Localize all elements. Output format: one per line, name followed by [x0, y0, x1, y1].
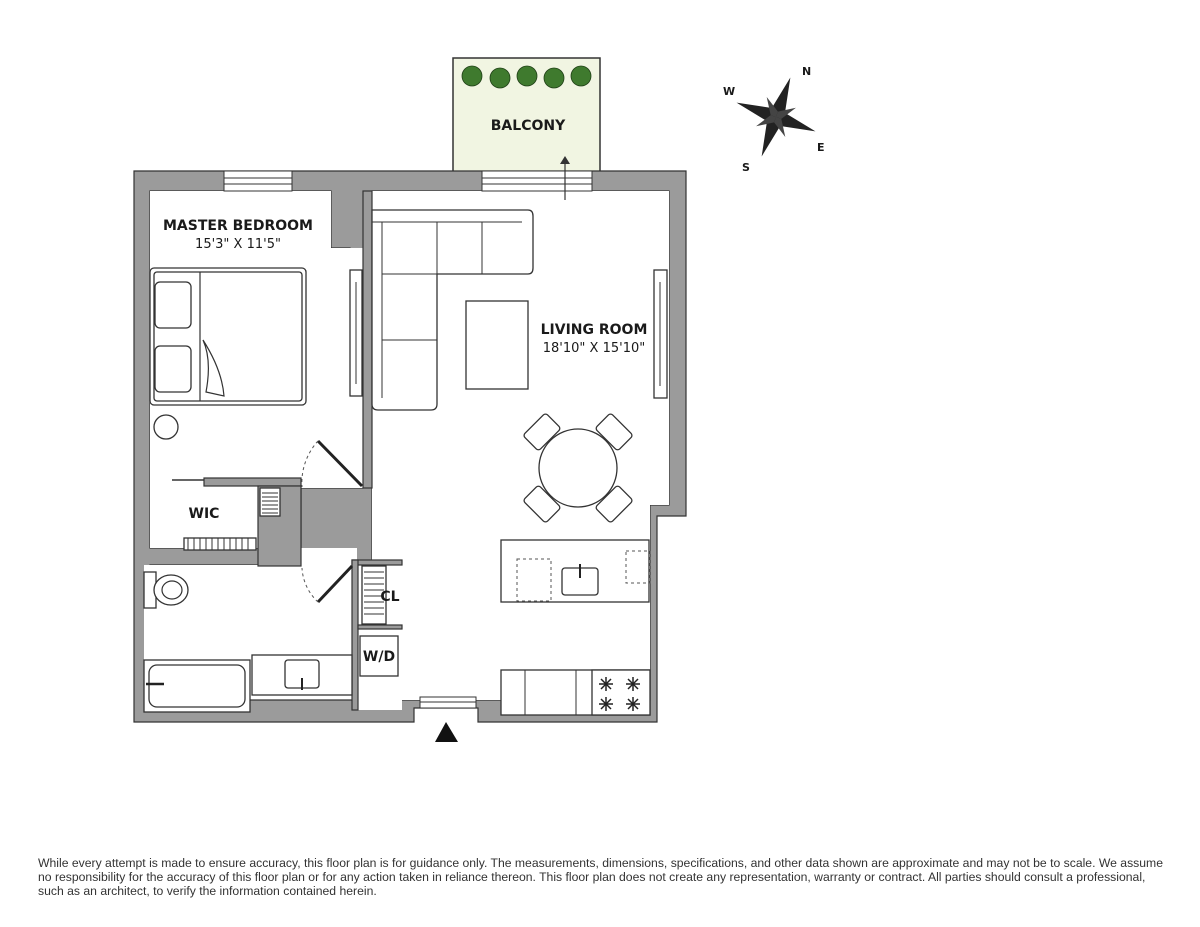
- side-table: [154, 415, 178, 439]
- compass-icon: [722, 63, 830, 171]
- compass-south-label: S: [742, 161, 750, 174]
- wic-label: WIC: [188, 506, 220, 522]
- master-bedroom-dimensions: 15'3" X 11'5": [195, 237, 281, 252]
- kitchen-counter: [501, 670, 650, 715]
- compass-east-label: E: [817, 141, 825, 154]
- compass-west-label: W: [723, 85, 736, 98]
- toilet: [144, 572, 188, 608]
- coffee-table: [466, 301, 528, 389]
- master-bedroom-label: MASTER BEDROOM: [163, 218, 313, 234]
- balcony: [453, 58, 600, 172]
- living-room-dimensions: 18'10" X 15'10": [542, 341, 646, 356]
- closet-label: CL: [380, 589, 400, 605]
- washer-dryer-label: W/D: [362, 649, 396, 665]
- entry-marker-icon: [435, 722, 458, 742]
- kitchen-island: [501, 540, 650, 602]
- living-room-label: LIVING ROOM: [540, 322, 648, 338]
- compass-north-label: N: [802, 65, 812, 78]
- bathroom-vanity: [252, 655, 352, 695]
- bed: [150, 268, 306, 405]
- balcony-label: BALCONY: [490, 118, 566, 134]
- bathtub: [144, 660, 250, 712]
- disclaimer-text: While every attempt is made to ensure accuracy, this floor plan is for guidance only. The measurements, dimensions, specifications, and other data shown are approximate and may not be to scale. We assume no responsibility for the accuracy of this floor plan or for any action taken in reliance thereon. This floor plan does not create any representation, warranty or contract. All parties should consult a professional, such as an architect, to verify the information contained herein.: [38, 856, 1163, 898]
